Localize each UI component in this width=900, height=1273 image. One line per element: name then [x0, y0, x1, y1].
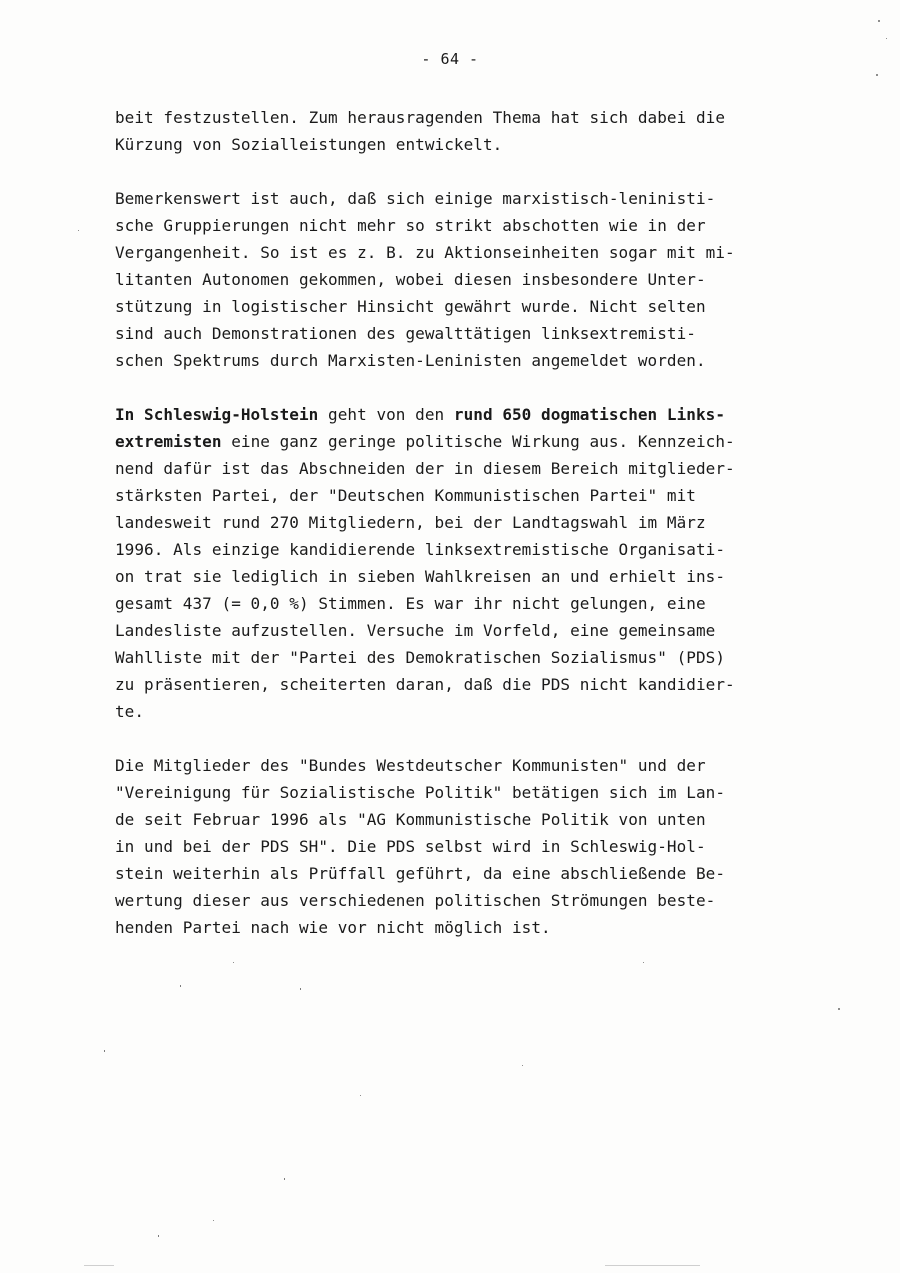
text-run: Vergangenheit. So ist es z. B. zu Aktionseinheiten sogar mit mi-: [115, 243, 735, 262]
text-run: on trat sie lediglich in sieben Wahlkreisen an und erhielt ins-: [115, 567, 726, 586]
text-line: [115, 509, 840, 536]
text-run: beit festzustellen. Zum herausragenden Thema hat sich dabei die: [115, 108, 726, 127]
text-run: 1996. Als einzige kandidierende linksextremistische Organisati-: [115, 540, 726, 559]
text-run: gesamt 437 (= 0,0 %) Stimmen. Es war ihr nicht gelungen, eine: [115, 594, 706, 613]
text-run: Wahlliste mit der "Partei des Demokratischen Sozialismus" (PDS): [115, 648, 726, 667]
scan-speck: [300, 988, 301, 990]
text-run: schen Spektrums durch Marxisten-Leninisten angemeldet worden.: [115, 351, 706, 370]
text-run: stein weiterhin als Prüffall geführt, da eine abschließende Be-: [115, 864, 726, 883]
text-line: [115, 860, 840, 887]
text-line: [115, 806, 840, 833]
text-line: [115, 455, 840, 482]
scan-speck: [360, 1095, 361, 1096]
text-run: Kürzung von Sozialleistungen entwickelt.: [115, 135, 503, 154]
paragraph: [115, 104, 840, 158]
scan-speck: [104, 1050, 105, 1052]
text-line: [115, 779, 840, 806]
text-line: [115, 428, 840, 455]
text-line: [115, 104, 840, 131]
scan-speck: [838, 1008, 840, 1010]
text-line: [115, 482, 840, 509]
body-text: [115, 104, 840, 941]
text-line: [115, 320, 840, 347]
scan-speck: [180, 985, 181, 987]
text-run: nend dafür ist das Abschneiden der in diesem Bereich mitglieder-: [115, 459, 735, 478]
text-line: [115, 914, 840, 941]
text-run: henden Partei nach wie vor nicht möglich ist.: [115, 918, 551, 937]
text-run: eine ganz geringe politische Wirkung aus. Kennzeich-: [221, 432, 735, 451]
text-run: in und bei der PDS SH". Die PDS selbst wird in Schleswig-Hol-: [115, 837, 706, 856]
paragraph: [115, 185, 840, 374]
bold-text-run: extremisten: [115, 432, 222, 451]
paragraph: [115, 752, 840, 941]
text-run: zu präsentieren, scheiterten daran, daß die PDS nicht kandidier-: [115, 675, 735, 694]
scan-speck: [876, 74, 878, 76]
text-run: stützung in logistischer Hinsicht gewährt wurde. Nicht selten: [115, 297, 706, 316]
text-line: [115, 590, 840, 617]
text-run: wertung dieser aus verschiedenen politischen Strömungen beste-: [115, 891, 716, 910]
text-line: [115, 131, 840, 158]
bold-text-run: In Schleswig-Holstein: [115, 405, 319, 424]
text-run: Die Mitglieder des "Bundes Westdeutscher Kommunisten" und der: [115, 756, 706, 775]
text-line: [115, 698, 840, 725]
text-line: [115, 239, 840, 266]
scan-speck: [158, 1235, 159, 1237]
paragraph-gap: [115, 374, 840, 401]
text-run: geht von den: [318, 405, 454, 424]
scan-edge-mark: [84, 1265, 114, 1266]
text-line: [115, 212, 840, 239]
text-run: litanten Autonomen gekommen, wobei diesen insbesondere Unter-: [115, 270, 706, 289]
text-run: sind auch Demonstrationen des gewalttätigen linksextremisti-: [115, 324, 696, 343]
text-line: [115, 401, 840, 428]
text-line: [115, 752, 840, 779]
page-number: - 64 -: [421, 50, 479, 68]
scan-edge-mark: [605, 1265, 700, 1266]
text-line: [115, 563, 840, 590]
bold-text-run: rund 650 dogmatischen Links-: [453, 405, 726, 424]
text-line: [115, 644, 840, 671]
scan-speck: [233, 962, 234, 963]
text-run: "Vereinigung für Sozialistische Politik" betätigen sich im Lan-: [115, 783, 726, 802]
scan-speck: [78, 230, 79, 231]
paragraph: [115, 401, 840, 725]
text-run: Bemerkenswert ist auch, daß sich einige marxistisch-leninisti-: [115, 189, 716, 208]
text-run: stärksten Partei, der "Deutschen Kommunistischen Partei" mit: [115, 486, 696, 505]
text-run: landesweit rund 270 Mitgliedern, bei der Landtagswahl im März: [115, 513, 706, 532]
text-line: [115, 266, 840, 293]
paragraph-gap: [115, 158, 840, 185]
scan-speck: [522, 1065, 523, 1066]
text-line: [115, 887, 840, 914]
scan-speck: [643, 962, 644, 963]
text-run: te.: [115, 702, 145, 721]
text-line: [115, 293, 840, 320]
text-line: [115, 671, 840, 698]
text-run: sche Gruppierungen nicht mehr so strikt abschotten wie in der: [115, 216, 706, 235]
text-line: [115, 536, 840, 563]
scan-speck: [886, 38, 887, 39]
text-line: [115, 185, 840, 212]
scan-speck: [213, 1220, 214, 1221]
text-run: Landesliste aufzustellen. Versuche im Vorfeld, eine gemeinsame: [115, 621, 716, 640]
text-line: [115, 617, 840, 644]
text-line: [115, 833, 840, 860]
paragraph-gap: [115, 725, 840, 752]
scan-speck: [878, 20, 880, 22]
text-run: de seit Februar 1996 als "AG Kommunistische Politik von unten: [115, 810, 706, 829]
text-line: [115, 347, 840, 374]
scan-speck: [284, 1178, 285, 1180]
